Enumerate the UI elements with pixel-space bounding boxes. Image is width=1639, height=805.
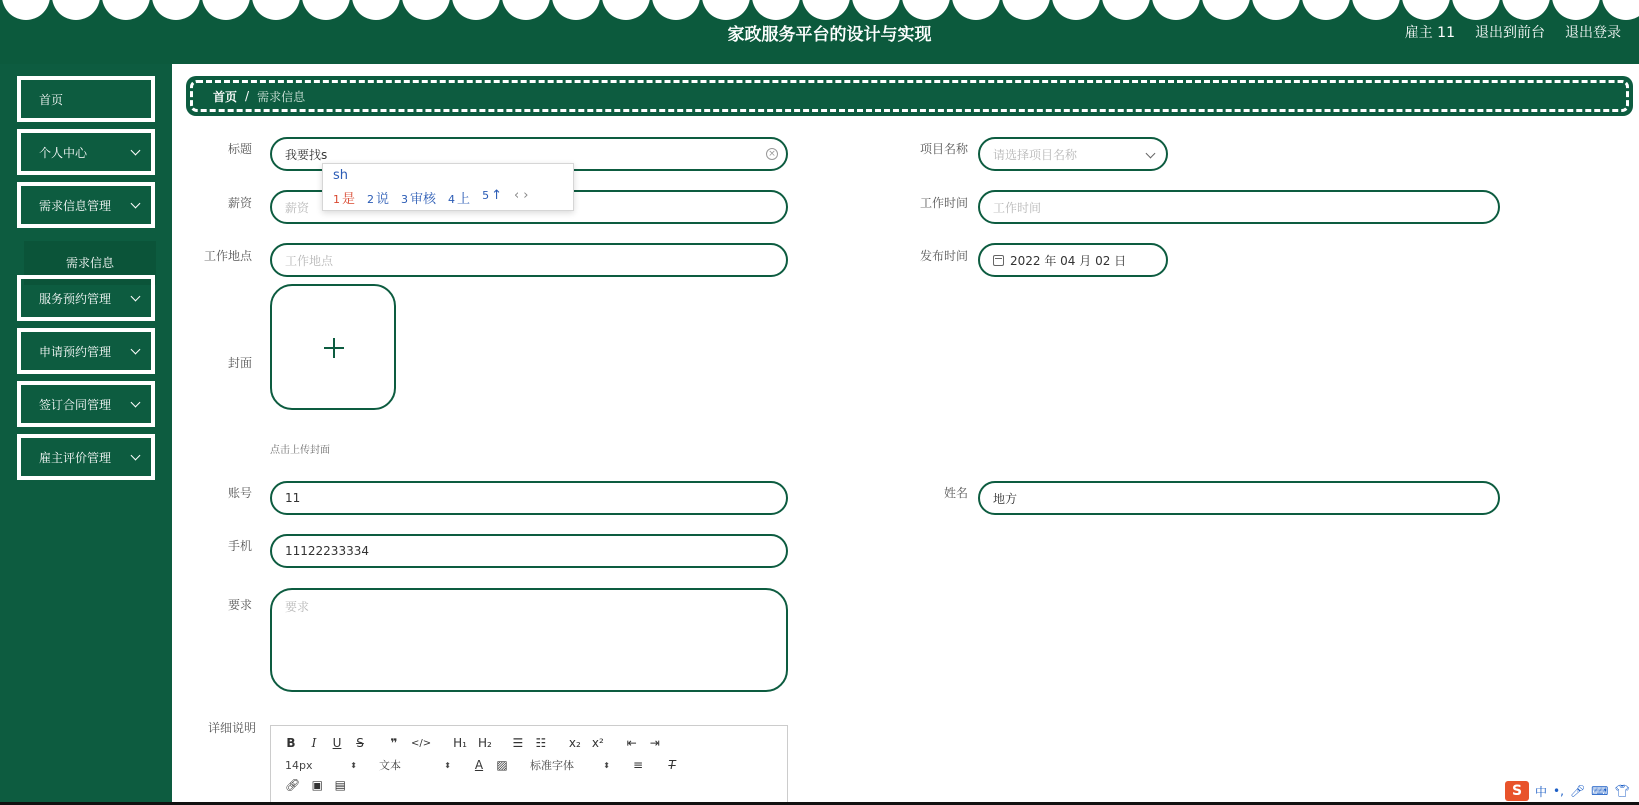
app-title: 家政服务平台的设计与实现 xyxy=(727,25,932,45)
top-header xyxy=(0,0,1639,64)
location-label: 工作地点 xyxy=(203,249,252,263)
sidebar-item-apply-booking[interactable] xyxy=(17,328,155,374)
calendar-icon xyxy=(993,255,1004,266)
scallop-shape xyxy=(1502,0,1550,20)
ime-candidate-number: 5 xyxy=(482,189,490,202)
chevron-down-icon xyxy=(131,199,141,209)
scallop-shape xyxy=(1152,0,1200,20)
rich-text-editor xyxy=(270,725,788,805)
ime-candidate-text: ↑ xyxy=(491,188,502,203)
chevron-down-icon xyxy=(1146,149,1156,159)
indent-icon[interactable]: ⇥ xyxy=(649,736,660,750)
project-label: 项目名称 xyxy=(919,142,968,156)
scallop-shape xyxy=(1102,0,1150,20)
scallop-shape xyxy=(102,0,150,20)
clear-format-icon[interactable]: T xyxy=(668,758,676,772)
scallop-shape xyxy=(1052,0,1100,20)
image-icon[interactable]: ▣ xyxy=(311,778,323,792)
sidebar-item-home[interactable] xyxy=(17,76,155,122)
scallop-shape xyxy=(1452,0,1500,20)
ime-candidate[interactable] xyxy=(333,188,355,207)
video-icon[interactable]: ▤ xyxy=(334,778,346,792)
clear-icon[interactable]: × xyxy=(766,148,778,160)
scallop-shape xyxy=(502,0,550,20)
logout-link[interactable]: 退出登录 xyxy=(1565,25,1621,41)
name-value: 地方 xyxy=(993,491,1018,506)
font-size-select[interactable] xyxy=(285,759,357,772)
superscript-icon[interactable]: x² xyxy=(591,736,604,750)
ime-candidate-text: 上 xyxy=(457,192,471,207)
title-input-value: 我要找s xyxy=(285,147,328,162)
chevron-down-icon xyxy=(131,398,141,408)
ime-candidate-number: 2 xyxy=(367,193,375,206)
phone-value: 11122233334 xyxy=(285,544,369,558)
ime-status-bar xyxy=(1505,781,1630,801)
ime-candidate-text: 说 xyxy=(376,192,390,207)
title-label: 标题 xyxy=(227,142,252,156)
publish-date-value: 2022 年 04 月 02 日 xyxy=(1010,253,1127,268)
sidebar-item-employer-review[interactable] xyxy=(17,434,155,480)
sidebar-item-label: 首页 xyxy=(39,92,64,107)
ime-candidate-number: 4 xyxy=(448,193,456,206)
project-placeholder: 请选择项目名称 xyxy=(993,147,1078,162)
location-input[interactable] xyxy=(270,243,788,277)
sidebar xyxy=(0,64,172,805)
ime-mode-toggle[interactable]: 中 xyxy=(1535,784,1548,799)
ordered-list-icon[interactable]: ☰ xyxy=(512,736,524,750)
punctuation-icon[interactable]: •, xyxy=(1553,784,1564,798)
updown-icon: ⬍ xyxy=(350,760,357,770)
scallop-shape xyxy=(252,0,300,20)
keyboard-icon[interactable]: ⌨ xyxy=(1591,784,1609,798)
heading1-icon[interactable]: H₁ xyxy=(453,736,467,750)
project-select[interactable] xyxy=(978,137,1168,171)
location-placeholder: 工作地点 xyxy=(285,253,334,268)
worktime-placeholder: 工作时间 xyxy=(993,200,1042,215)
breadcrumb-inner xyxy=(190,80,1629,112)
ime-candidate[interactable] xyxy=(401,188,436,207)
scallop-shape xyxy=(1402,0,1450,20)
heading2-icon[interactable]: H₂ xyxy=(477,736,492,750)
sidebar-item-demand-management[interactable] xyxy=(17,182,155,228)
align-icon[interactable]: ≡ xyxy=(632,758,644,772)
publish-label: 发布时间 xyxy=(919,249,968,263)
scallop-shape xyxy=(352,0,400,20)
ime-candidate-list xyxy=(333,188,529,207)
sidebar-item-service-booking[interactable] xyxy=(17,275,155,321)
scallop-shape xyxy=(2,0,50,20)
require-textarea[interactable] xyxy=(270,588,788,692)
scallop-shape xyxy=(1202,0,1250,20)
scallop-shape xyxy=(902,0,950,20)
breadcrumb-current: 需求信息 xyxy=(257,89,306,104)
chevron-down-icon xyxy=(131,451,141,461)
ime-page-nav-icon[interactable]: ‹ › xyxy=(513,188,529,203)
header-actions xyxy=(1405,22,1621,42)
scallop-shape xyxy=(402,0,450,20)
link-icon[interactable]: 🔗︎ xyxy=(285,778,301,792)
subscript-icon[interactable]: x₂ xyxy=(568,736,581,750)
scallop-shape xyxy=(1302,0,1350,20)
sidebar-item-contract[interactable] xyxy=(17,381,155,427)
outdent-icon[interactable]: ⇤ xyxy=(626,736,637,750)
cover-upload-button[interactable] xyxy=(270,284,396,410)
editor-toolbar-row-1 xyxy=(285,736,672,750)
scallop-shape xyxy=(652,0,700,20)
name-label: 姓名 xyxy=(943,486,968,500)
require-placeholder: 要求 xyxy=(285,600,310,614)
microphone-icon[interactable]: 🎤︎ xyxy=(1569,784,1586,798)
sogou-logo-icon[interactable]: S xyxy=(1505,781,1529,801)
underline-icon[interactable]: U xyxy=(332,736,342,750)
italic-icon[interactable]: I xyxy=(311,736,317,750)
font-size-value: 14px xyxy=(285,758,313,772)
scallop-shape xyxy=(152,0,200,20)
ime-candidate-number: 1 xyxy=(333,193,340,206)
plus-icon-vertical xyxy=(333,338,335,358)
scallop-shape xyxy=(802,0,850,20)
detail-label: 详细说明 xyxy=(207,721,256,735)
code-icon[interactable]: </> xyxy=(411,737,432,749)
skin-icon[interactable]: 👕︎ xyxy=(1614,784,1630,798)
font-family-select[interactable] xyxy=(530,757,610,773)
breadcrumb-separator: / xyxy=(245,89,250,103)
scallop-shape xyxy=(1552,0,1600,20)
cover-label: 封面 xyxy=(227,356,252,370)
scallop-shape xyxy=(852,0,900,20)
cover-upload-hint: 点击上传封面 xyxy=(270,445,330,456)
scallop-shape xyxy=(1252,0,1300,20)
chevron-down-icon xyxy=(131,292,141,302)
publish-date-picker[interactable] xyxy=(978,243,1168,277)
ime-candidate-number: 3 xyxy=(401,193,409,206)
block-type-value: 文本 xyxy=(379,759,401,772)
chevron-down-icon xyxy=(131,146,141,156)
scallop-shape xyxy=(552,0,600,20)
sidebar-item-label: 服务预约管理 xyxy=(39,291,112,306)
worktime-label: 工作时间 xyxy=(919,196,968,210)
salary-label: 薪资 xyxy=(227,196,252,210)
back-to-front-link[interactable]: 退出到前台 xyxy=(1475,25,1545,41)
bullet-list-icon[interactable]: ☷ xyxy=(535,736,547,750)
scallop-shape xyxy=(1352,0,1400,20)
updown-icon: ⬍ xyxy=(444,760,451,770)
font-family-value: 标准字体 xyxy=(530,759,574,772)
scallop-shape xyxy=(952,0,1000,20)
account-input[interactable] xyxy=(270,481,788,515)
account-value: 11 xyxy=(285,491,301,505)
background-color-icon[interactable]: ▨ xyxy=(496,758,508,772)
ime-candidate-text: 审核 xyxy=(410,192,437,207)
worktime-input[interactable] xyxy=(978,190,1500,224)
block-type-select[interactable] xyxy=(379,757,451,773)
sidebar-item-label: 个人中心 xyxy=(39,145,88,160)
sidebar-item-label: 需求信息管理 xyxy=(39,198,112,213)
sidebar-item-label: 签订合同管理 xyxy=(39,397,112,412)
sidebar-subitem-demand-info[interactable]: 需求信息 xyxy=(24,241,156,285)
ime-candidate-popup xyxy=(322,163,574,211)
editor-toolbar-row-2 xyxy=(285,757,689,773)
scallop-shape xyxy=(1602,0,1639,20)
updown-icon: ⬍ xyxy=(603,760,610,770)
sidebar-item-label: 雇主评价管理 xyxy=(39,450,112,465)
scallop-shape xyxy=(1002,0,1050,20)
salary-placeholder: 薪资 xyxy=(285,200,310,215)
chevron-down-icon xyxy=(131,345,141,355)
strikethrough-icon[interactable]: S xyxy=(356,736,364,750)
account-label: 账号 xyxy=(227,486,252,500)
phone-input[interactable] xyxy=(270,534,788,568)
scallop-shape xyxy=(702,0,750,20)
scallop-shape xyxy=(202,0,250,20)
ime-composition: sh xyxy=(333,168,349,183)
font-color-icon[interactable]: A xyxy=(474,758,484,772)
bold-icon[interactable]: B xyxy=(286,736,296,750)
phone-label: 手机 xyxy=(227,539,252,553)
sidebar-item-label: 申请预约管理 xyxy=(39,344,112,359)
breadcrumb xyxy=(186,76,1633,116)
ime-candidate[interactable] xyxy=(448,188,470,207)
scallop-shape xyxy=(752,0,800,20)
current-user: 雇主 11 xyxy=(1404,25,1455,41)
ime-candidate[interactable] xyxy=(367,188,389,207)
breadcrumb-home[interactable]: 首页 xyxy=(213,89,238,104)
ime-candidate-text: 是 xyxy=(342,192,356,207)
scallop-shape xyxy=(452,0,500,20)
scallop-shape xyxy=(52,0,100,20)
scallop-shape xyxy=(302,0,350,20)
scallop-shape xyxy=(602,0,650,20)
ime-candidate[interactable] xyxy=(482,188,502,207)
require-label: 要求 xyxy=(227,598,252,612)
blockquote-icon[interactable]: ❞ xyxy=(390,736,398,750)
name-input[interactable] xyxy=(978,481,1500,515)
sidebar-item-personal-center[interactable] xyxy=(17,129,155,175)
editor-toolbar-row-3 xyxy=(285,778,357,792)
